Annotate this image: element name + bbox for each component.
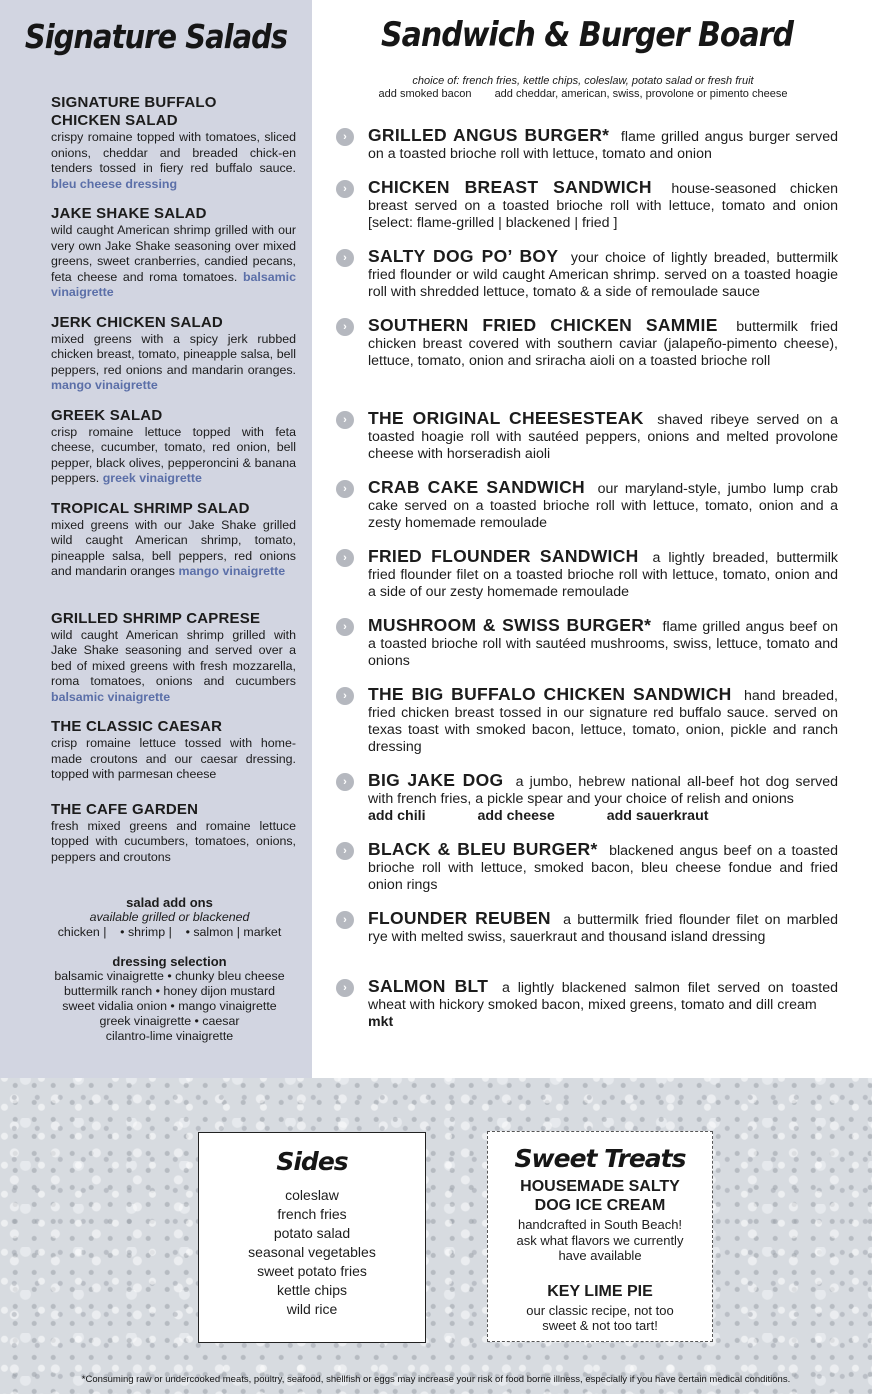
chevron-right-icon: › (336, 618, 354, 636)
item-name: GRILLED ANGUS BURGER* (368, 125, 610, 145)
salads-list (51, 94, 296, 865)
menu-item (336, 410, 838, 463)
item-name: THE BIG BUFFALO CHICKEN SANDWICH (368, 684, 732, 704)
item-name: FRIED FLOUNDER SANDWICH (368, 546, 639, 566)
item-price: mkt (368, 1014, 394, 1030)
salad-addons (43, 895, 296, 1044)
menu-item (336, 841, 838, 894)
salad-item (51, 801, 296, 866)
salad-name: TROPICAL SHRIMP SALAD (51, 499, 250, 517)
item-name: SALTY DOG PO’ BOY (368, 246, 559, 266)
chevron-right-icon: › (336, 687, 354, 705)
sides-title: Sides (276, 1147, 348, 1176)
item-desc: shaved ribeye served on a toasted hoagie roll with sautéed peppers, onions and melted provolone cheese with horseradish aioli (368, 412, 838, 462)
add-cheese-options: add cheddar, american, swiss, provolone or pimento cheese (494, 88, 788, 100)
salad-dressing: balsamic vinaigrette (51, 269, 296, 299)
treats-title: Sweet Treats (514, 1144, 686, 1173)
salad-item (51, 407, 296, 487)
menu-item (336, 978, 838, 1031)
salad-item (51, 500, 296, 580)
chevron-right-icon: › (336, 180, 354, 198)
salad-desc: crisp romaine lettuce tossed with home-made croutons and our caesar dressing. topped with parmesan cheese (51, 736, 296, 781)
menu-item (336, 248, 838, 301)
item-name: THE ORIGINAL CHEESESTEAK (368, 408, 644, 428)
menu-item (336, 317, 838, 370)
side-item: coleslaw (285, 1187, 339, 1203)
side-item: wild rice (286, 1301, 338, 1317)
sandwich-title: Sandwich & Burger Board (381, 15, 793, 56)
dog-addon: add cheese (477, 808, 555, 824)
salad-dressing: bleu cheese dressing (51, 176, 178, 191)
dog-addons (368, 808, 838, 825)
salad-item (51, 205, 296, 301)
salad-name: THE CAFE GARDEN (51, 800, 199, 818)
chevron-right-icon: › (336, 842, 354, 860)
salad-desc: fresh mixed greens and romaine lettuce topped with cucumbers, tomatoes, onions, peppers and croutons (51, 818, 296, 864)
salad-item (51, 94, 296, 192)
item-desc: our maryland-style, jumbo lump crab cake served on a toasted brioche roll with lettuce, tomato, onion and a zesty homemade remoulade (368, 481, 838, 531)
salad-name: GREEK SALAD (51, 406, 163, 424)
item-desc: a lightly blackened salmon filet served on toasted wheat with hickory smoked bacon, mixed greens, tomato and dill cream (368, 980, 838, 1013)
dressing-line: balsamic vinaigrette • chunky bleu cheese (54, 969, 285, 983)
addons-subheading: available grilled or blackened (89, 910, 250, 924)
sandwich-panel (312, 0, 872, 1078)
sandwich-list (336, 127, 838, 1031)
salads-panel (0, 0, 312, 1078)
item-name: BLACK & BLEU BURGER* (368, 839, 598, 859)
treats-box (487, 1131, 713, 1342)
salad-desc: crisp romaine lettuce topped with feta cheese, cucumber, tomato, red onion, bell pepper, black olives, pepperoncini & banana peppers. greek vinaigrette (51, 424, 296, 485)
salad-desc: crispy romaine topped with tomatoes, sliced onions, cheddar and breaded chick-en tenders tossed in fiery red buffalo sauce. bleu cheese dressing (51, 130, 296, 191)
dressing-line: greek vinaigrette • caesar (99, 1014, 240, 1028)
salad-dressing: greek vinaigrette (102, 471, 202, 485)
item-desc: your choice of lightly breaded, buttermilk fried flounder or wild caught American shrimp. served on a toasted hoagie roll with shredded lettuce, tomato & a side of remoulade sauce (368, 250, 838, 300)
dog-addon: add sauerkraut (606, 808, 709, 824)
salad-name: GRILLED SHRIMP CAPRESE (51, 609, 261, 627)
treat-item (488, 1282, 712, 1334)
salad-name: THE CLASSIC CAESAR (51, 718, 223, 735)
treat-name: KEY LIME PIE (547, 1282, 653, 1300)
chevron-right-icon: › (336, 549, 354, 567)
chevron-right-icon: › (336, 979, 354, 997)
salad-desc: mixed greens with our Jake Shake grilled wild caught American shrimp, tomato, pineapple salsa, bell peppers, red onions and mandarin oranges mango vinaigrette (51, 517, 296, 578)
item-desc: blackened angus beef on a toasted brioche roll with lettuce, smoked bacon, bleu cheese fondue and fried onion rings (368, 843, 838, 893)
sides-choice (328, 75, 838, 101)
item-name: CHICKEN BREAST SANDWICH (368, 177, 652, 197)
dressing-line: buttermilk ranch • honey dijon mustard (64, 984, 275, 998)
chevron-right-icon: › (336, 411, 354, 429)
item-name: SALMON BLT (368, 976, 489, 996)
side-item: sweet potato fries (257, 1263, 367, 1279)
menu-item (336, 548, 838, 601)
chevron-right-icon: › (336, 911, 354, 929)
salad-item (51, 718, 296, 783)
salad-dressing: mango vinaigrette (178, 564, 286, 578)
side-item: seasonal vegetables (248, 1244, 376, 1260)
chevron-right-icon: › (336, 249, 354, 267)
dressing-line: cilantro-lime vinaigrette (105, 1029, 234, 1043)
salad-name: JAKE SHAKE SALAD (51, 205, 207, 222)
item-name: CRAB CAKE SANDWICH (368, 477, 585, 497)
item-name: MUSHROOM & SWISS BURGER* (368, 615, 652, 635)
food-safety-disclaimer: *Consuming raw or undercooked meats, poultry, seafood, shellfish or eggs may increase your risk of food borne illness, especially if you have certain medical conditions. (81, 1374, 791, 1385)
item-desc: a lightly breaded, buttermilk fried flounder filet on a toasted brioche roll with lettuce, tomato, onion and a side of our zesty homemade remoulade (368, 550, 838, 600)
treat-desc: handcrafted in South Beach! ask what flavors we currently have available (516, 1217, 684, 1263)
salad-name: SIGNATURE BUFFALO CHICKEN SALAD (51, 94, 217, 129)
item-desc: house-seasoned chicken breast served on a toasted brioche roll with lettuce, tomato and onion [select: flame-grilled | blackened | fried ] (368, 181, 838, 231)
side-item: french fries (277, 1206, 347, 1222)
menu-item (336, 479, 838, 532)
chevron-right-icon: › (336, 318, 354, 336)
item-desc: a buttermilk fried flounder filet on marbled rye with melted swiss, sauerkraut and thousand island dressing (368, 912, 838, 945)
salad-item (51, 314, 296, 394)
menu-item (336, 617, 838, 670)
dog-addon: add chili (368, 808, 426, 824)
menu-item (336, 686, 838, 756)
sides-box (198, 1132, 426, 1343)
treat-desc: our classic recipe, not too sweet & not too tart! (526, 1302, 674, 1333)
salad-desc: wild caught American shrimp grilled with our very own Jake Shake seasoning over mixed greens, sweet cranberries, candied pecans, feta cheese and roma tomatoes. balsamic vinaigrette (51, 223, 296, 299)
salad-desc: wild caught American shrimp grilled with Jake Shake seasoning and served over a bed of mixed greens with fresh mozzarella, roma tomatoes, onions and cucumbers balsamic vinaigrette (51, 627, 296, 704)
item-desc: buttermilk fried chicken breast covered with southern caviar (jalapeño-pimento cheese), lettuce, tomato, onion and sriracha aioli on a toasted brioche roll (368, 319, 838, 369)
add-bacon: add smoked bacon (378, 88, 472, 100)
menu-item (336, 127, 838, 163)
item-name: BIG JAKE DOG (368, 770, 504, 790)
item-desc: a jumbo, hebrew national all-beef hot dog served with french fries, a pickle spear and your choice of relish and onions (368, 774, 838, 807)
chevron-right-icon: › (336, 480, 354, 498)
item-name: FLOUNDER REUBEN (368, 908, 551, 928)
treat-name: HOUSEMADE SALTY DOG ICE CREAM (520, 1178, 680, 1214)
item-name: SOUTHERN FRIED CHICKEN SAMMIE (368, 315, 718, 335)
choice-line: choice of: french fries, kettle chips, coleslaw, potato salad or fresh fruit (412, 75, 754, 87)
dressing-heading: dressing selection (112, 954, 227, 969)
salad-item (51, 610, 296, 706)
salad-desc: mixed greens with a spicy jerk rubbed chicken breast, tomato, pineapple salsa, bell peppers, red onions and mandarin oranges. mango vinaigrette (51, 331, 296, 392)
menu-item (336, 910, 838, 946)
salads-title: Signature Salads (24, 17, 288, 57)
addons-options: chicken | • shrimp | • salmon | market (57, 925, 282, 939)
chevron-right-icon: › (336, 773, 354, 791)
side-item: potato salad (273, 1225, 351, 1241)
addons-heading: salad add ons (126, 895, 213, 910)
menu-item (336, 179, 838, 232)
salad-name: JERK CHICKEN SALAD (51, 313, 223, 331)
item-desc: flame grilled angus beef on a toasted brioche roll with sautéed mushrooms, swiss, lettuce, tomato and onions (368, 619, 838, 669)
item-desc: hand breaded, fried chicken breast tossed in our signature red buffalo sauce. served on texas toast with smoked bacon, lettuce, tomato, onion, pickle and ranch dressing (368, 688, 838, 755)
sides-list (199, 1186, 425, 1319)
side-item: kettle chips (276, 1282, 348, 1298)
salad-dressing: balsamic vinaigrette (51, 689, 171, 704)
chevron-right-icon: › (336, 128, 354, 146)
salad-dressing: mango vinaigrette (51, 378, 158, 392)
item-desc: flame grilled angus burger served on a toasted brioche roll with lettuce, tomato and onion (368, 129, 838, 162)
treat-item (488, 1177, 712, 1264)
dressing-line: sweet vidalia onion • mango vinaigrette (62, 999, 277, 1013)
menu-item (336, 772, 838, 825)
